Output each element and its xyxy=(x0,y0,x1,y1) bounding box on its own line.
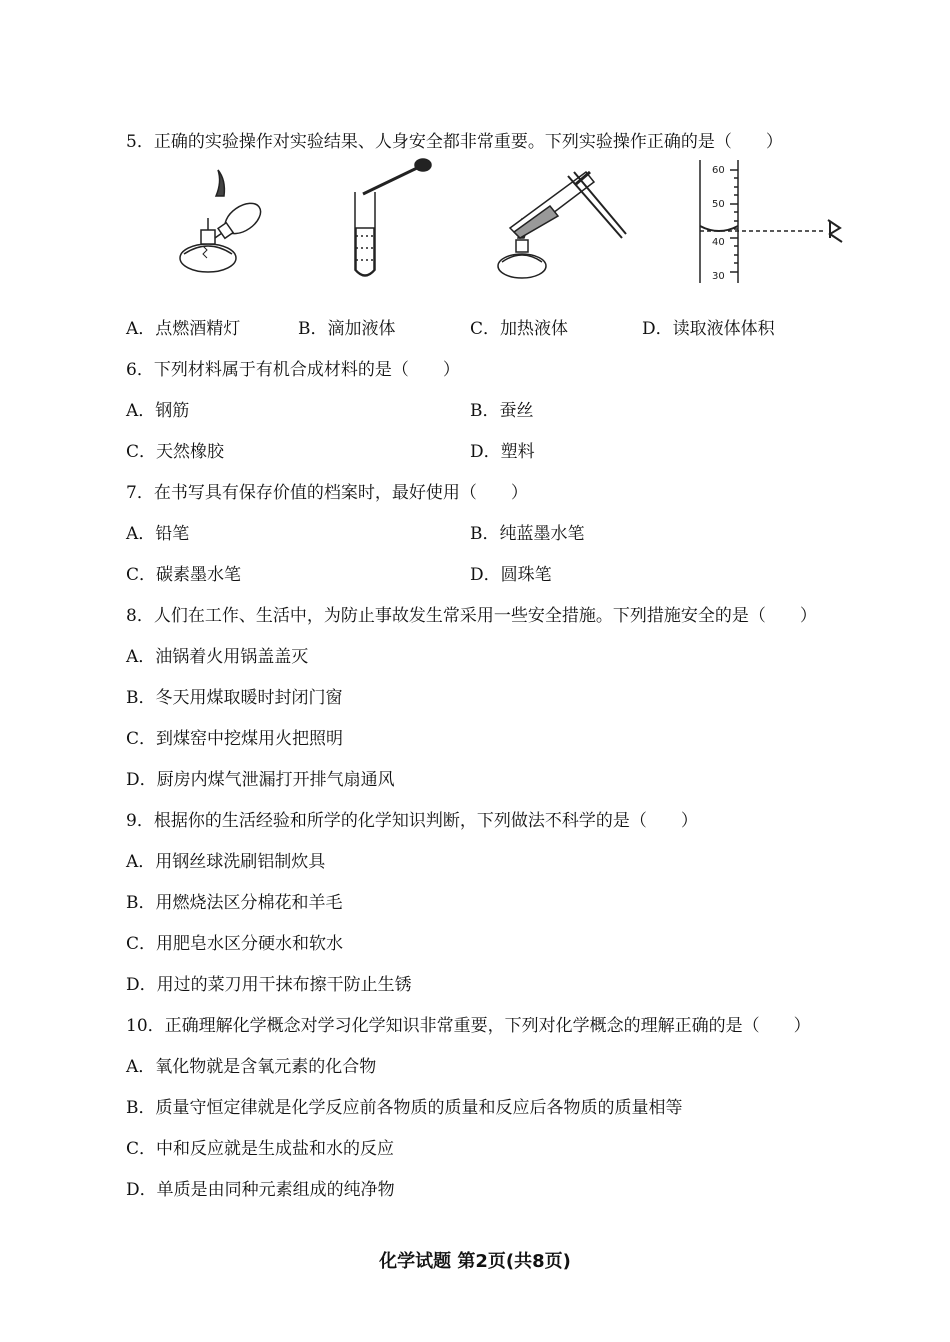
q8-option-b: B．冬天用煤取暖时封闭门窗 xyxy=(126,688,343,708)
cylinder-tick-50: 50 xyxy=(712,199,725,210)
q7-option-c: C．碳素墨水笔 xyxy=(126,565,242,585)
q10-option-b: B．质量守恒定律就是化学反应前各物质的质量和反应后各物质的质量相等 xyxy=(126,1098,683,1118)
question-6-stem: 6．下列材料属于有机合成材料的是（ ） xyxy=(126,360,460,380)
page-footer: 化学试题 第2页(共8页) xyxy=(379,1251,571,1272)
q9-option-d: D．用过的菜刀用干抹布擦干防止生锈 xyxy=(126,975,412,995)
cylinder-tick-40: 40 xyxy=(712,237,725,248)
question-5-stem: 5．正确的实验操作对实验结果、人身安全都非常重要。下列实验操作正确的是（ ） xyxy=(126,132,783,152)
q5-option-b: B．滴加液体 xyxy=(298,319,396,339)
q9-option-b: B．用燃烧法区分棉花和羊毛 xyxy=(126,893,343,913)
cylinder-tick-60: 60 xyxy=(712,165,725,176)
question-7-stem: 7．在书写具有保存价值的档案时，最好使用（ ） xyxy=(126,483,528,503)
q10-option-c: C．中和反应就是生成盐和水的反应 xyxy=(126,1139,395,1159)
q8-option-d: D．厨房内煤气泄漏打开排气扇通风 xyxy=(126,770,395,790)
cylinder-tick-30: 30 xyxy=(712,271,725,282)
q8-option-a: A．油锅着火用锅盖盖灭 xyxy=(126,647,309,667)
q5-option-a: A．点燃酒精灯 xyxy=(126,319,241,339)
question-8-stem: 8．人们在工作、生活中，为防止事故发生常采用一些安全措施。下列措施安全的是（ ） xyxy=(126,606,817,626)
question-10-stem: 10．正确理解化学概念对学习化学知识非常重要，下列对化学概念的理解正确的是（ ） xyxy=(126,1016,811,1036)
figure-a-light-alcohol-lamp xyxy=(170,158,270,283)
q6-option-a: A．钢筋 xyxy=(126,401,190,421)
q6-option-c: C．天然橡胶 xyxy=(126,442,225,462)
q5-option-c: C．加热液体 xyxy=(470,319,569,339)
figure-c-heat-liquid xyxy=(490,158,630,283)
q5-option-d: D．读取液体体积 xyxy=(642,319,775,339)
q9-option-a: A．用钢丝球洗刷铝制炊具 xyxy=(126,852,326,872)
figure-d-read-cylinder xyxy=(680,158,860,283)
q8-option-c: C．到煤窑中挖煤用火把照明 xyxy=(126,729,344,749)
q6-option-b: B．蚕丝 xyxy=(470,401,534,421)
q10-option-a: A．氧化物就是含氧元素的化合物 xyxy=(126,1057,377,1077)
q7-option-a: A．铅笔 xyxy=(126,524,190,544)
q10-option-d: D．单质是由同种元素组成的纯净物 xyxy=(126,1180,395,1200)
q7-option-d: D．圆珠笔 xyxy=(470,565,552,585)
q7-option-b: B．纯蓝墨水笔 xyxy=(470,524,585,544)
question-5-figures xyxy=(160,158,860,288)
q9-option-c: C．用肥皂水区分硬水和软水 xyxy=(126,934,344,954)
figure-b-dropper-test-tube xyxy=(345,158,445,283)
q6-option-d: D．塑料 xyxy=(470,442,535,462)
question-9-stem: 9．根据你的生活经验和所学的化学知识判断，下列做法不科学的是（ ） xyxy=(126,811,698,831)
